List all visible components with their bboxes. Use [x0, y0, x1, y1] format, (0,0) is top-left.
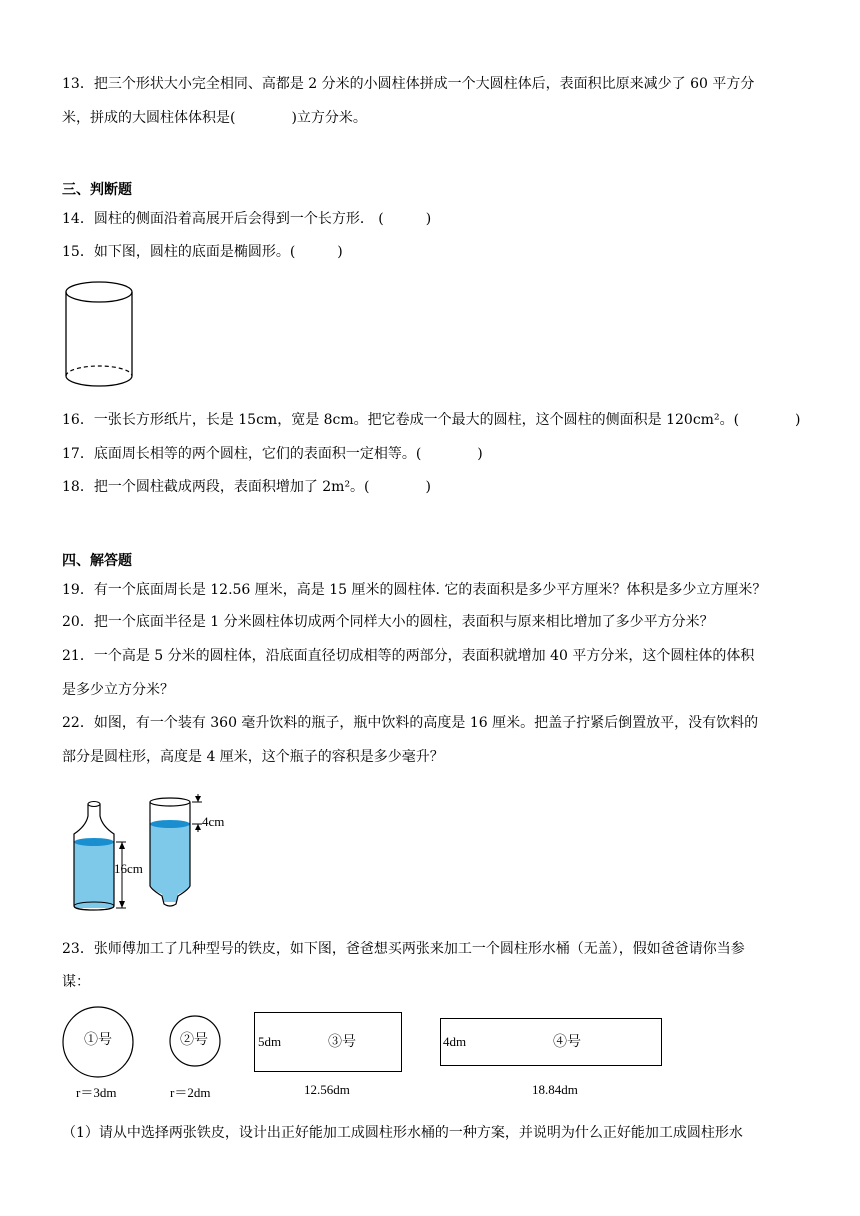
q20-text: 20．把一个底面半径是 1 分米圆柱体切成两个同样大小的圆柱，表面积与原来相比增加了多少平方分米？ — [62, 614, 714, 630]
q15-text: 15．如下图，圆柱的底面是椭圆形。( ) — [62, 244, 343, 260]
q23-line1: 23．张师傅加工了几种型号的铁皮，如下图，爸爸想买两张来加工一个圆柱形水桶（无盖），假如爸爸请你当参 — [62, 941, 745, 957]
sheet-4-rect — [440, 1018, 662, 1066]
q14-text: 14．圆柱的侧面沿着高展开后会得到一个长方形． ( ) — [62, 211, 432, 227]
sheet-3-label: ③号 — [328, 1034, 356, 1050]
section-4-title: 四、解答题 — [62, 553, 132, 569]
bottle-figure — [66, 790, 246, 914]
q18-text: 18．把一个圆柱截成两段，表面积增加了 2m²。( ) — [62, 479, 431, 495]
sheet-1-label: ①号 — [84, 1032, 112, 1048]
q17-text: 17．底面周长相等的两个圆柱，它们的表面积一定相等。( ) — [62, 446, 483, 462]
cylinder-figure — [60, 278, 140, 392]
q19-text: 19．有一个底面周长是 12.56 厘米，高是 15 厘米的圆柱体. 它的表面积是多少平方厘米？体积是多少立方厘米？ — [62, 582, 767, 598]
sheet-4-side: 4dm — [443, 1034, 467, 1049]
sheet-2-caption: r＝2dm — [170, 1085, 211, 1100]
label-4cm: 4cm — [202, 814, 225, 829]
q13-line2: 米，拼成的大圆柱体体积是( )立方分米。 — [62, 110, 367, 126]
q22-line1: 22．如图，有一个装有 360 毫升饮料的瓶子，瓶中饮料的高度是 16 厘米。把盖子拧紧后倒置放平，没有饮料的 — [62, 715, 759, 731]
sheet-4-label: ④号 — [553, 1034, 581, 1050]
sheet-2-label: ②号 — [180, 1032, 208, 1048]
q23-sub1: （1）请从中选择两张铁皮，设计出正好能加工成圆柱形水桶的一种方案，并说明为什么正好能加工成圆柱形水 — [62, 1125, 743, 1141]
q16-text: 16．一张长方形纸片，长是 15cm，宽是 8cm。把它卷成一个最大的圆柱，这个圆柱的侧面积是 120cm²。( ) — [62, 412, 801, 428]
q13-line1: 13．把三个形状大小完全相同、高都是 2 分米的小圆柱体拼成一个大圆柱体后，表面积比原来减少了 60 平方分 — [62, 76, 755, 92]
q22-line2: 部分是圆柱形，高度是 4 厘米，这个瓶子的容积是多少毫升？ — [62, 749, 444, 765]
q21-line1: 21．一个高是 5 分米的圆柱体，沿底面直径切成相等的两部分，表面积就增加 40 平方分米，这个圆柱体的体积 — [62, 648, 755, 664]
label-16cm: 16cm — [114, 861, 143, 876]
q23-line2: 谋： — [62, 974, 90, 990]
sheet-3-caption: 12.56dm — [304, 1082, 350, 1097]
sheet-4-caption: 18.84dm — [532, 1082, 578, 1097]
sheet-3-side: 5dm — [258, 1034, 282, 1049]
sheet-1-caption: r＝3dm — [76, 1085, 117, 1100]
q22-placeholder: 是多少立方分米？ — [62, 682, 174, 698]
section-3-title: 三、判断题 — [62, 182, 132, 198]
